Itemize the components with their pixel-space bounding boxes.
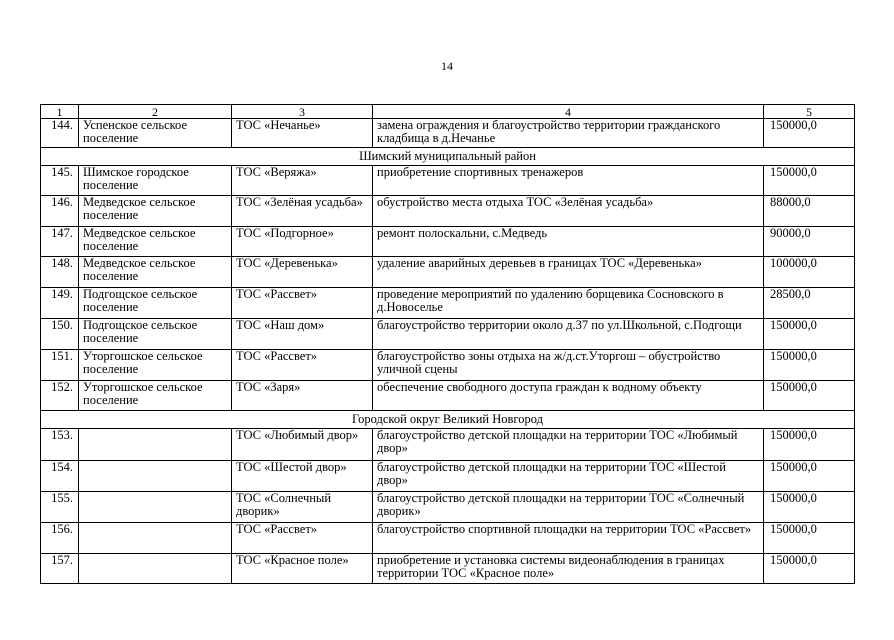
settlement-cell: Медведское сельское поселение	[79, 227, 232, 257]
settlement-cell	[79, 523, 232, 554]
activity-cell: благоустройство территории около д.37 по ул.Школьной, с.Подгощи	[373, 319, 764, 350]
table-row	[41, 429, 855, 461]
activity-cell: благоустройство зоны отдыха на ж/д.ст.Уторгош – обустройство уличной сцены	[373, 350, 764, 381]
table-row	[41, 350, 855, 381]
row-number: 157.	[41, 554, 79, 584]
grants-table	[40, 104, 855, 584]
amount-cell: 150000,0	[764, 119, 855, 148]
tos-cell: ТОС «Зелёная усадьба»	[232, 196, 373, 227]
activity-cell: обеспечение свободного доступа граждан к водному объекту	[373, 381, 764, 411]
amount-cell: 100000,0	[764, 257, 855, 288]
amount-cell: 88000,0	[764, 196, 855, 227]
table-row	[41, 554, 855, 584]
table-row	[41, 227, 855, 257]
settlement-cell: Шимское городское поселение	[79, 166, 232, 196]
amount-cell: 28500,0	[764, 288, 855, 319]
activity-cell: благоустройство детской площадки на территории ТОС «Солнечный дворик»	[373, 492, 764, 523]
tos-cell: ТОС «Рассвет»	[232, 523, 373, 554]
row-number: 148.	[41, 257, 79, 288]
settlement-cell	[79, 554, 232, 584]
table-body	[41, 105, 855, 584]
row-number: 146.	[41, 196, 79, 227]
settlement-cell: Медведское сельское поселение	[79, 257, 232, 288]
row-number: 150.	[41, 319, 79, 350]
settlement-cell	[79, 492, 232, 523]
row-number: 145.	[41, 166, 79, 196]
row-number: 149.	[41, 288, 79, 319]
tos-cell: ТОС «Шестой двор»	[232, 461, 373, 492]
row-number: 151.	[41, 350, 79, 381]
row-number: 144.	[41, 119, 79, 148]
amount-cell: 150000,0	[764, 166, 855, 196]
amount-cell: 150000,0	[764, 381, 855, 411]
activity-cell: приобретение спортивных тренажеров	[373, 166, 764, 196]
activity-cell: обустройство места отдыха ТОС «Зелёная усадьба»	[373, 196, 764, 227]
tos-cell: ТОС «Рассвет»	[232, 288, 373, 319]
amount-cell: 150000,0	[764, 523, 855, 554]
table-row	[41, 461, 855, 492]
tos-cell: ТОС «Наш дом»	[232, 319, 373, 350]
activity-cell: приобретение и установка системы видеонаблюдения в границах территории ТОС «Красное поле»	[373, 554, 764, 584]
activity-cell: благоустройство детской площадки на территории ТОС «Любимый двор»	[373, 429, 764, 461]
table-row	[41, 119, 855, 148]
section-title: Шимский муниципальный район	[41, 148, 855, 166]
tos-cell: ТОС «Красное поле»	[232, 554, 373, 584]
tos-cell: ТОС «Любимый двор»	[232, 429, 373, 461]
activity-cell: благоустройство детской площадки на территории ТОС «Шестой двор»	[373, 461, 764, 492]
tos-cell: ТОС «Веряжа»	[232, 166, 373, 196]
table-row	[41, 288, 855, 319]
table-row	[41, 381, 855, 411]
row-number: 153.	[41, 429, 79, 461]
amount-cell: 150000,0	[764, 429, 855, 461]
settlement-cell: Подгощское сельское поселение	[79, 319, 232, 350]
column-header-3: 3	[232, 105, 373, 119]
row-number: 156.	[41, 523, 79, 554]
column-header-4: 4	[373, 105, 764, 119]
tos-cell: ТОС «Заря»	[232, 381, 373, 411]
activity-cell: замена ограждения и благоустройство территории гражданского кладбища в д.Нечанье	[373, 119, 764, 148]
page-number: 14	[441, 59, 453, 73]
amount-cell: 150000,0	[764, 492, 855, 523]
amount-cell: 150000,0	[764, 350, 855, 381]
settlement-cell	[79, 429, 232, 461]
settlement-cell: Медведское сельское поселение	[79, 196, 232, 227]
row-number: 155.	[41, 492, 79, 523]
amount-cell: 150000,0	[764, 319, 855, 350]
tos-cell: ТОС «Солнечный дворик»	[232, 492, 373, 523]
tos-cell: ТОС «Нечанье»	[232, 119, 373, 148]
column-header-5: 5	[764, 105, 855, 119]
activity-cell: благоустройство спортивной площадки на территории ТОС «Рассвет»	[373, 523, 764, 554]
settlement-cell: Успенское сельское поселение	[79, 119, 232, 148]
row-number: 152.	[41, 381, 79, 411]
table-row	[41, 196, 855, 227]
amount-cell: 150000,0	[764, 461, 855, 492]
table-row	[41, 166, 855, 196]
section-row	[41, 148, 855, 166]
table-row	[41, 523, 855, 554]
tos-cell: ТОС «Деревенька»	[232, 257, 373, 288]
column-number-header-row	[41, 105, 855, 119]
row-number: 154.	[41, 461, 79, 492]
tos-cell: ТОС «Рассвет»	[232, 350, 373, 381]
table-row	[41, 319, 855, 350]
settlement-cell: Подгощское сельское поселение	[79, 288, 232, 319]
settlement-cell: Уторгошское сельское поселение	[79, 350, 232, 381]
settlement-cell: Уторгошское сельское поселение	[79, 381, 232, 411]
settlement-cell	[79, 461, 232, 492]
section-title: Городской округ Великий Новгород	[41, 411, 855, 429]
activity-cell: ремонт полоскальни, с.Медведь	[373, 227, 764, 257]
section-row	[41, 411, 855, 429]
activity-cell: проведение мероприятий по удалению борщевика Сосновского в д.Новоселье	[373, 288, 764, 319]
tos-cell: ТОС «Подгорное»	[232, 227, 373, 257]
amount-cell: 90000,0	[764, 227, 855, 257]
amount-cell: 150000,0	[764, 554, 855, 584]
column-header-1: 1	[41, 105, 79, 119]
table-row	[41, 257, 855, 288]
table-row	[41, 492, 855, 523]
column-header-2: 2	[79, 105, 232, 119]
row-number: 147.	[41, 227, 79, 257]
activity-cell: удаление аварийных деревьев в границах ТОС «Деревенька»	[373, 257, 764, 288]
